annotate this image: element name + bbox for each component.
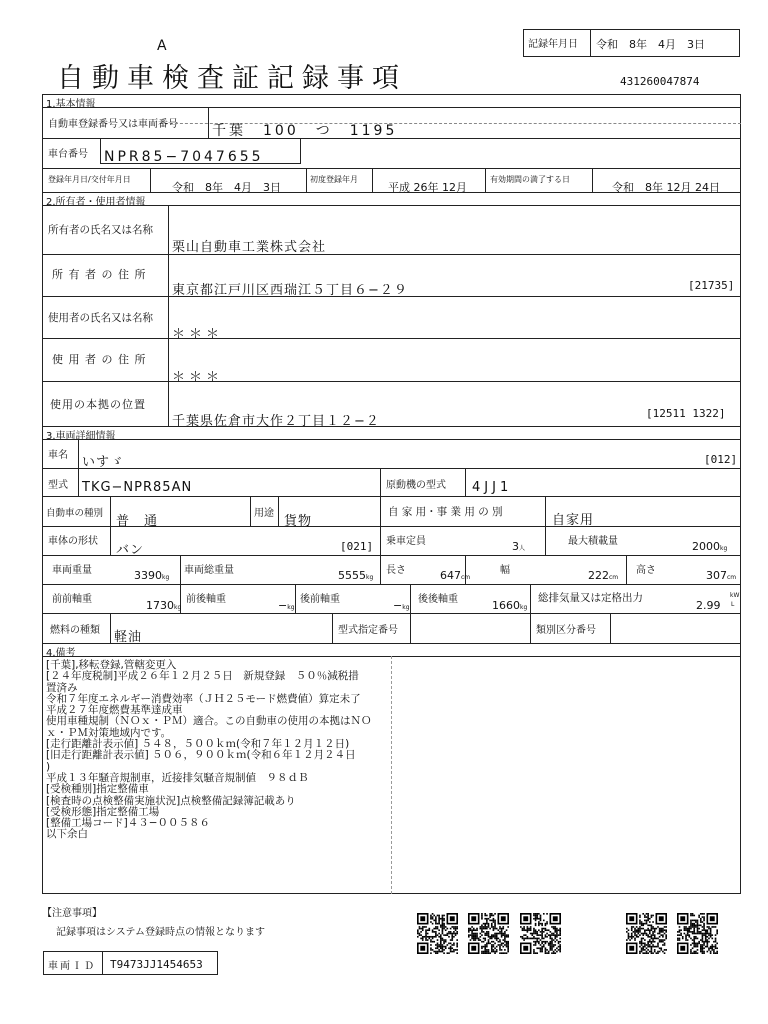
- class-no-label: 類別区分番号: [536, 625, 596, 636]
- qr-code-3: [520, 913, 561, 954]
- fuel-value: 軽油: [114, 630, 143, 645]
- purpose-value: 自家用: [552, 513, 595, 528]
- engine-value: 4JJ1: [472, 480, 513, 495]
- capacity-value: 3人: [512, 540, 526, 553]
- kind-value: 普 通: [116, 514, 159, 529]
- owner-address-value: 東京都江戸川区西瑞江５丁目６−２９: [172, 283, 408, 298]
- displacement-unit-top: kW: [730, 592, 740, 599]
- ff-axle-value: 1730kg: [146, 599, 182, 612]
- section3-title: 3.車両詳細情報: [46, 431, 116, 442]
- qr-code-1: [417, 913, 458, 954]
- rr-axle-value: 1660kg: [492, 599, 528, 612]
- displacement-value: 2.99: [696, 599, 721, 612]
- length-value: 647cm: [440, 569, 471, 582]
- record-date-label: 記録年月日: [528, 39, 578, 50]
- vehicle-id-value: T9473JJ1454653: [110, 958, 203, 971]
- header-letter: A: [157, 38, 167, 54]
- notes-text: 記録事項はシステム登録時点の情報となります: [56, 927, 265, 938]
- owner-address-label: 所 有 者 の 住 所: [52, 268, 147, 281]
- user-address-value: ＊＊＊: [172, 370, 224, 385]
- qr-code-4: [626, 913, 667, 954]
- maker-label: 車名: [48, 450, 68, 461]
- length-label: 長さ: [386, 565, 406, 576]
- reg-no-label: 自動車登録番号又は車両番号: [48, 119, 178, 130]
- qr-code-2: [468, 913, 509, 954]
- model-value: TKG−NPR85AN: [82, 480, 193, 495]
- section1-title: 1.基本情報: [46, 99, 96, 110]
- user-name-label: 使用者の氏名又は名称: [48, 312, 153, 324]
- maker-code: [012]: [704, 453, 738, 466]
- first-reg-label: 初度登録年月: [310, 175, 358, 184]
- chassis-label: 車台番号: [48, 149, 88, 160]
- expiry-value: 令和 8年 12月 24日: [612, 181, 720, 194]
- owner-name-label: 所有者の氏名又は名称: [48, 224, 153, 236]
- gross-label: 車両総重量: [184, 565, 234, 576]
- document-title: 自動車検査証記録事項: [57, 63, 407, 94]
- displacement-label: 総排気量又は定格出力: [538, 592, 643, 604]
- kind-label: 自動車の種別: [46, 508, 104, 519]
- remarks-text: [千葉],移転登録,管轄変更入 [２４年度税制]平成２６年１２月２５日 新規登録 ５０％減税措 置済み 令和７年度エネルギー消費効率（ＪＨ２５モード燃費値）算定未了 平成２７年度燃費基準達成車 使用車種規制（ＮＯｘ・ＰＭ）適合。この自動車の使用の本拠はＮＯ ｘ・ＰＭ対策地域内です。 [走行距離計表示値] ５４８，５００ｋｍ(令和７年１２月１２日) [旧走行距離計表示値] ５０６，９００ｋｍ(令和６年１２月２４日 ) 平成１３年騒音規制車，近接排気騒音規制値 ９８ｄＢ [受検種別]指定整備車 [検査時の点検整備実施状況]点検整備記録簿記載あり [受検形態]指定整備工場 [整備工場コード]４３−００５８６ 以下余白: [46, 659, 372, 841]
- reg-date-value: 令和 8年 4月 3日: [172, 181, 281, 194]
- notes-title: 【注意事項】: [42, 908, 102, 919]
- user-name-value: ＊＊＊: [172, 327, 224, 342]
- max-load-label: 最大積載量: [568, 536, 618, 547]
- base-value: 千葉県佐倉市大作２丁目１２−２: [172, 414, 380, 429]
- purpose-label: 自 家 用・事 業 用 の 別: [388, 506, 503, 518]
- section4-title: 4.備考: [46, 648, 76, 659]
- height-value: 307cm: [706, 569, 737, 582]
- ff-axle-label: 前前軸重: [52, 594, 92, 605]
- fuel-label: 燃料の種類: [50, 625, 100, 636]
- displacement-unit-bottom: L: [731, 601, 735, 608]
- use-label: 用途: [254, 508, 274, 519]
- document-number: 431260047874: [620, 75, 700, 88]
- base-label: 使用の本拠の位置: [50, 398, 146, 411]
- fr-axle-value: −kg: [278, 599, 295, 612]
- weight-label: 車両重量: [52, 565, 92, 576]
- chassis-value: NPR85−7047655: [104, 149, 264, 165]
- vehicle-id-label: 車両ＩＤ: [48, 961, 96, 972]
- model-label: 型式: [48, 480, 68, 491]
- record-date-value: 令和 8年 4月 3日: [596, 38, 705, 51]
- first-reg-value: 平成 26年 12月: [388, 181, 467, 194]
- rf-axle-value: −kg: [393, 599, 410, 612]
- capacity-label: 乗車定員: [386, 536, 426, 547]
- reg-date-label: 登録年月日/交付年月日: [48, 175, 131, 184]
- owner-name-value: 栗山自動車工業株式会社: [172, 240, 327, 255]
- user-address-label: 使 用 者 の 住 所: [52, 353, 147, 366]
- type-no-label: 型式指定番号: [338, 625, 398, 636]
- base-code: [12511 1322]: [646, 407, 726, 420]
- body-code: [021]: [340, 540, 374, 553]
- qr-code-5: [677, 913, 718, 954]
- section2-title: 2.所有者・使用者情報: [46, 197, 146, 208]
- reg-no-value: 千葉 100 つ 1195: [212, 123, 398, 139]
- gross-value: 5555kg: [338, 569, 374, 582]
- max-load-value: 2000kg: [692, 540, 728, 553]
- fr-axle-label: 前後軸重: [186, 594, 226, 605]
- engine-label: 原動機の型式: [386, 480, 446, 491]
- rf-axle-label: 後前軸重: [300, 594, 340, 605]
- body-label: 車体の形状: [48, 536, 98, 547]
- width-value: 222cm: [588, 569, 619, 582]
- rr-axle-label: 後後軸重: [418, 594, 458, 605]
- maker-value: いすゞ: [82, 455, 125, 470]
- owner-address-code: [21735]: [688, 279, 735, 292]
- weight-value: 3390kg: [134, 569, 170, 582]
- body-value: バン: [116, 543, 145, 558]
- width-label: 幅: [500, 565, 510, 576]
- expiry-label: 有効期間の満了する日: [490, 175, 570, 184]
- use-value: 貨物: [284, 514, 313, 529]
- height-label: 高さ: [636, 565, 656, 576]
